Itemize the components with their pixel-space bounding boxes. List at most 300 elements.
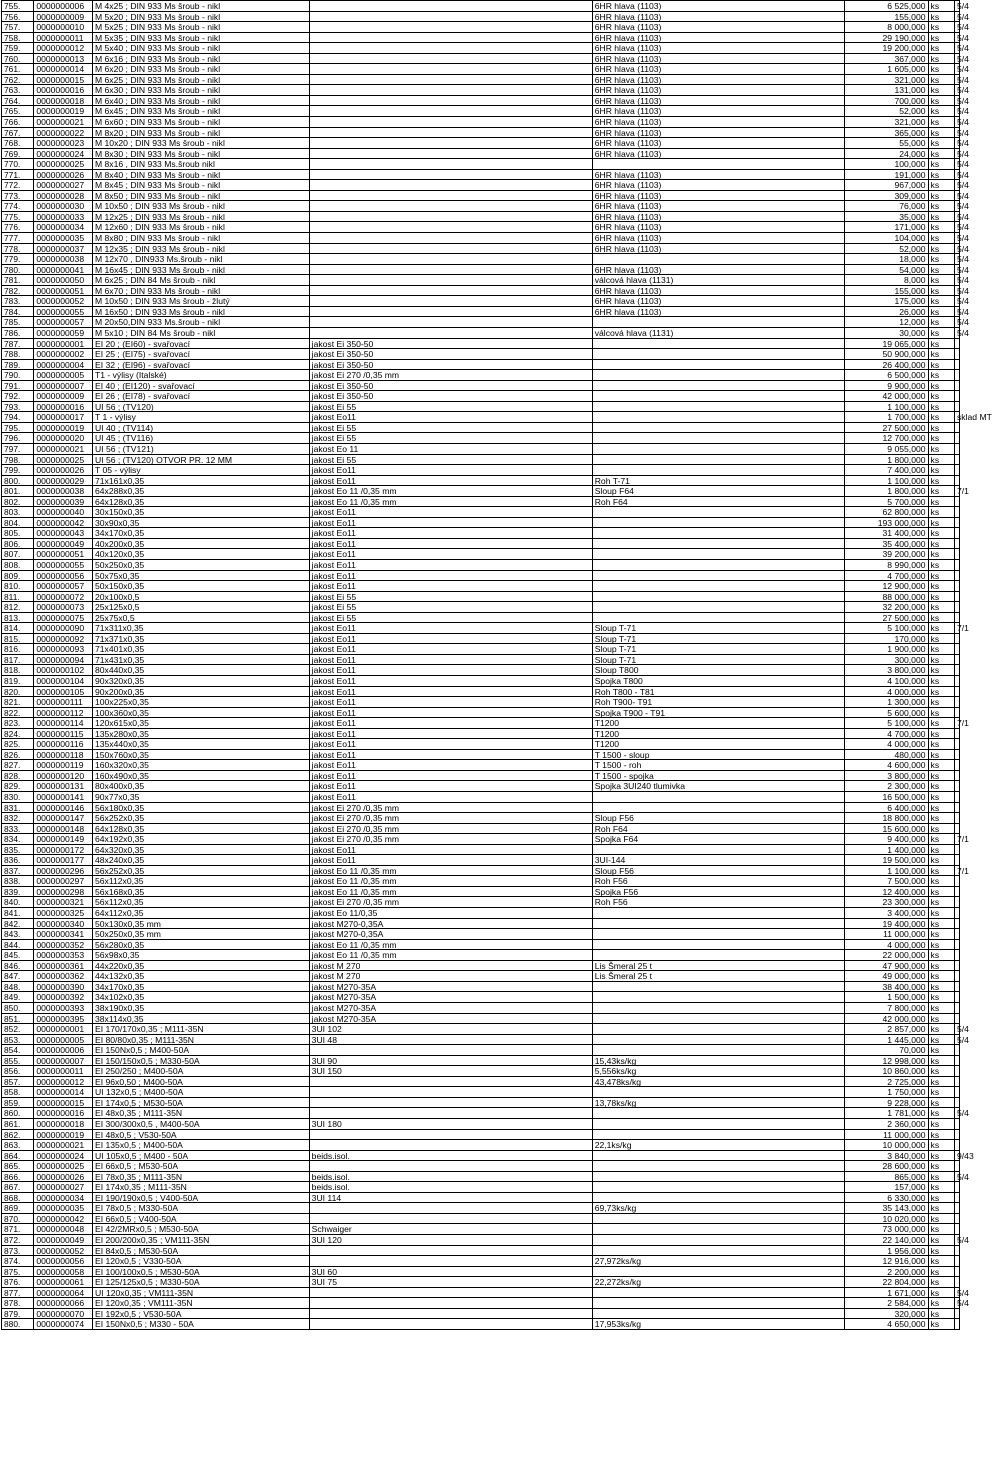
table-row (2, 317, 969, 328)
item-description: 38x190x0,35 (93, 1003, 310, 1013)
item-location (955, 897, 960, 907)
item-quantity: 11 000,000 (845, 929, 929, 939)
row-number: 764. (2, 96, 34, 106)
item-quality: 3UI 150 (310, 1066, 593, 1076)
item-code: 0000000024 (34, 1151, 93, 1161)
item-quality: jakost Eo11 (310, 708, 593, 718)
item-quality: jakost M270-0,35A (310, 919, 593, 929)
item-quantity: 27 500,000 (845, 613, 929, 623)
item-unit: ks (929, 781, 955, 791)
row-number: 848. (2, 982, 34, 992)
item-unit: ks (929, 739, 955, 749)
item-quality: jakost Eo 11 /0,35 mm (310, 950, 593, 960)
table-row (2, 961, 960, 972)
item-code: 0000000002 (34, 349, 93, 359)
item-unit: ks (929, 54, 955, 64)
table-row (2, 739, 960, 750)
table-row (2, 296, 969, 307)
row-number: 820. (2, 687, 34, 697)
row-number: 866. (2, 1172, 34, 1182)
item-note (593, 159, 845, 169)
item-unit: ks (929, 33, 955, 43)
item-quality: jakost M270-35A (310, 1014, 593, 1024)
row-number: 873. (2, 1246, 34, 1256)
table-row (2, 992, 960, 1003)
item-quality: jakost M270-35A (310, 1003, 593, 1013)
row-number: 801. (2, 486, 34, 496)
item-code: 0000000037 (34, 244, 93, 254)
table-row (2, 243, 969, 255)
item-code: 0000000058 (34, 1267, 93, 1277)
item-note: 6HR hlava (1103) (593, 265, 845, 275)
item-code: 0000000042 (34, 518, 93, 528)
table-row (2, 1077, 960, 1088)
item-description: EI 150Nx0,5 ; M330 - 50A (93, 1319, 310, 1329)
table-row (2, 919, 960, 930)
item-note: Spojka T900 - T91 (593, 708, 845, 718)
item-location (955, 729, 960, 739)
item-note: T 1500 - spojka (593, 771, 845, 781)
item-description: 64x192x0,35 (93, 834, 310, 844)
item-quantity: 175,000 (845, 296, 929, 306)
item-unit: ks (929, 1140, 955, 1150)
item-description: M 12x25 ; DIN 933 Ms šroub - nikl (93, 212, 310, 222)
item-location (955, 476, 960, 486)
row-number: 807. (2, 549, 34, 559)
item-code: 0000000146 (34, 803, 93, 813)
row-number: 821. (2, 697, 34, 707)
item-note (593, 549, 845, 559)
row-number: 813. (2, 613, 34, 623)
item-quality: jakost Eo11 (310, 549, 593, 559)
item-location (955, 549, 960, 559)
item-description: 34x170x0,35 (93, 982, 310, 992)
item-note: Sloup F56 (593, 866, 845, 876)
item-quality (310, 1246, 593, 1256)
item-code: 0000000016 (34, 402, 93, 412)
row-number: 798. (2, 455, 34, 465)
item-note (593, 412, 845, 422)
item-code: 0000000341 (34, 929, 93, 939)
item-description: 20x100x0,5 (93, 592, 310, 602)
item-note: 6HR hlava (1103) (593, 22, 845, 32)
table-row (2, 813, 960, 824)
item-quality: jakost Eo11 (310, 465, 593, 475)
row-number: 758. (2, 33, 34, 43)
table-row (2, 644, 960, 655)
item-location (955, 602, 960, 612)
item-note (593, 560, 845, 570)
item-description: M 8x20 ; DIN 933 Ms šroub - nikl (93, 128, 310, 138)
row-number: 850. (2, 1003, 34, 1013)
item-note (593, 929, 845, 939)
item-location (955, 423, 960, 433)
table-row (2, 211, 969, 223)
row-number: 770. (2, 159, 34, 169)
item-location (955, 813, 960, 823)
item-unit: ks (929, 222, 955, 232)
table-row (2, 148, 969, 160)
item-location (955, 560, 960, 570)
row-number: 871. (2, 1224, 34, 1234)
item-description: M 5x40 ; DIN 933 Ms šroub - nikl (93, 43, 310, 53)
item-quantity: 49 000,000 (845, 971, 929, 981)
item-quantity: 42 000,000 (845, 391, 929, 401)
item-quality: jakost Eo11 (310, 750, 593, 760)
row-number: 849. (2, 992, 34, 1002)
row-number: 802. (2, 497, 34, 507)
item-quality (310, 1298, 593, 1308)
item-description: 64x288x0,35 (93, 486, 310, 496)
item-quality: jakost Ei 55 (310, 455, 593, 465)
item-description: 56x252x0,35 (93, 813, 310, 823)
item-quantity: 10 020,000 (845, 1214, 929, 1224)
item-description: M 6x70 ; DIN 933 Ms šroub - nikl (93, 286, 310, 296)
row-number: 814. (2, 623, 34, 633)
item-note: 6HR hlava (1103) (593, 75, 845, 85)
row-number: 822. (2, 708, 34, 718)
item-code: 0000000025 (34, 159, 93, 169)
item-unit: ks (929, 961, 955, 971)
row-number: 760. (2, 54, 34, 64)
item-code: 0000000072 (34, 592, 93, 602)
item-location (955, 402, 960, 412)
item-description: UI 56 ; (TV121) (93, 444, 310, 454)
item-quality (310, 222, 593, 232)
table-row (2, 306, 969, 318)
item-quantity: 22 140,000 (845, 1235, 929, 1245)
row-number: 845. (2, 950, 34, 960)
item-quantity: 11 000,000 (845, 1130, 929, 1140)
item-quality (310, 159, 593, 169)
item-description: EI 32 ; (EI96) - svařovací (93, 360, 310, 370)
item-unit: ks (929, 919, 955, 929)
item-quantity: 193 000,000 (845, 518, 929, 528)
item-quality: jakost Eo11 (310, 687, 593, 697)
item-note (593, 507, 845, 517)
item-quality (310, 307, 593, 317)
item-code: 0000000027 (34, 1182, 93, 1192)
item-description: UI 45 ; (TV116) (93, 433, 310, 443)
item-note (593, 592, 845, 602)
row-number: 774. (2, 201, 34, 211)
item-quantity: 24,000 (845, 149, 929, 159)
table-row (2, 1045, 960, 1056)
item-description: 56x168x0,35 (93, 887, 310, 897)
item-note (593, 381, 845, 391)
item-description: 71x431x0,35 (93, 655, 310, 665)
item-code: 0000000064 (34, 1288, 93, 1298)
item-location (955, 370, 960, 380)
item-quantity: 6 525,000 (845, 1, 929, 11)
item-unit: ks (929, 170, 955, 180)
item-unit: ks (929, 402, 955, 412)
item-location: 5/4 (957, 22, 969, 33)
item-quantity: 12,000 (845, 317, 929, 327)
table-row (2, 1214, 960, 1225)
row-number: 867. (2, 1182, 34, 1192)
item-note (593, 349, 845, 359)
item-unit: ks (929, 497, 955, 507)
item-quality (310, 286, 593, 296)
table-row (2, 11, 969, 23)
item-description: M 6x45 ; DIN 933 Ms šroub - nikl (93, 106, 310, 116)
item-quality (310, 1087, 593, 1097)
item-quantity: 4 100,000 (845, 676, 929, 686)
item-note (593, 360, 845, 370)
row-number: 791. (2, 381, 34, 391)
item-quantity: 19 200,000 (845, 43, 929, 53)
table-row (2, 507, 960, 518)
item-description: EI 125/125x0,5 ; M330-50A (93, 1277, 310, 1287)
row-number: 778. (2, 244, 34, 254)
row-number: 841. (2, 908, 34, 918)
item-quality: jakost Eo11 (310, 412, 593, 422)
item-note: 6HR hlava (1103) (593, 180, 845, 190)
item-description: 80x400x0,35 (93, 781, 310, 791)
row-number: 808. (2, 560, 34, 570)
item-quality (310, 33, 593, 43)
item-unit: ks (929, 1214, 955, 1224)
item-note: 15,43ks/kg (593, 1056, 845, 1066)
item-quality: jakost Eo11 (310, 518, 593, 528)
item-description: T 1 - výlisy (93, 412, 310, 422)
item-quality (310, 1319, 593, 1329)
item-quantity: 2 584,000 (845, 1298, 929, 1308)
item-note (593, 792, 845, 802)
item-description: M 8x16 , DIN 933 Ms.šroub nikl (93, 159, 310, 169)
item-code: 0000000055 (34, 307, 93, 317)
item-location (955, 908, 960, 918)
row-number: 861. (2, 1119, 34, 1129)
item-location (955, 845, 960, 855)
item-note: Sloup T800 (593, 665, 845, 675)
item-note: 6HR hlava (1103) (593, 233, 845, 243)
item-description: 100x360x0,35 (93, 708, 310, 718)
item-unit: ks (929, 1203, 955, 1213)
item-description: T 05 - výlisy (93, 465, 310, 475)
item-location (955, 855, 960, 865)
item-quality: jakost Ei 55 (310, 402, 593, 412)
item-code: 0000000005 (34, 1035, 93, 1045)
inventory-sheet (1, 0, 992, 1330)
item-code: 0000000392 (34, 992, 93, 1002)
item-unit: ks (929, 465, 955, 475)
item-note: válcová hlava (1131) (593, 328, 845, 338)
item-note (593, 254, 845, 264)
table-row (2, 138, 969, 149)
item-quantity: 6 400,000 (845, 803, 929, 813)
item-note: Roh T-71 (593, 476, 845, 486)
item-unit: ks (929, 265, 955, 275)
item-quantity: 2 360,000 (845, 1119, 929, 1129)
item-quantity: 23 300,000 (845, 897, 929, 907)
item-quantity: 2 725,000 (845, 1077, 929, 1087)
item-description: M 8x80 ; DIN 933 Ms šroub - nikl (93, 233, 310, 243)
item-note (593, 1119, 845, 1129)
item-note (593, 919, 845, 929)
item-note (593, 1130, 845, 1140)
table-row (2, 1108, 969, 1119)
item-unit: ks (929, 1224, 955, 1234)
item-quantity: 1 300,000 (845, 697, 929, 707)
item-note: Spojka 3UI240 tlumivka (593, 781, 845, 791)
item-location: 5/4 (957, 1108, 969, 1119)
table-row (2, 971, 960, 982)
item-description: M 12x70 , DIN933 Ms.šroub - nikl (93, 254, 310, 264)
table-row (2, 771, 960, 782)
item-quantity: 3 400,000 (845, 908, 929, 918)
item-location (955, 1003, 960, 1013)
item-quality (310, 201, 593, 211)
item-location (955, 1077, 960, 1087)
item-quality (310, 106, 593, 116)
table-row (2, 1267, 960, 1278)
item-location: 5/4 (957, 243, 969, 254)
item-location (955, 708, 960, 718)
item-quantity: 42 000,000 (845, 1014, 929, 1024)
item-location (955, 507, 960, 517)
item-unit: ks (929, 423, 955, 433)
item-quantity: 35 143,000 (845, 1203, 929, 1213)
item-note (593, 391, 845, 401)
item-unit: ks (929, 560, 955, 570)
item-description: M 5x20 ; DIN 933 Ms šroub - nikl (93, 12, 310, 22)
item-unit: ks (929, 296, 955, 306)
item-code: 0000000017 (34, 412, 93, 422)
row-number: 817. (2, 655, 34, 665)
item-unit: ks (929, 212, 955, 222)
item-quality (310, 1309, 593, 1319)
item-quantity: 12 998,000 (845, 1056, 929, 1066)
item-location (955, 750, 960, 760)
table-row (2, 53, 969, 65)
item-quality: jakost Ei 270 /0,35 mm (310, 824, 593, 834)
item-location: 5/4 (957, 11, 969, 22)
item-description: M 6x40 ; DIN 933 Ms šroub - nikl (93, 96, 310, 106)
item-quality: jakost Ei 55 (310, 423, 593, 433)
item-unit: ks (929, 592, 955, 602)
item-unit: ks (929, 950, 955, 960)
item-quality (310, 12, 593, 22)
table-row (2, 1193, 960, 1204)
item-unit: ks (929, 813, 955, 823)
item-note: Sloup F56 (593, 813, 845, 823)
item-quantity: 8,000 (845, 275, 929, 285)
table-row (2, 602, 960, 613)
table-row (2, 254, 969, 265)
item-description: 56x280x0,35 (93, 940, 310, 950)
item-description: EI 66x0,5 ; V400-50A (93, 1214, 310, 1224)
table-row (2, 360, 960, 371)
item-code: 0000000114 (34, 718, 93, 728)
item-note: T1200 (593, 739, 845, 749)
item-note: 6HR hlava (1103) (593, 222, 845, 232)
table-row (2, 117, 969, 128)
item-quantity: 19 065,000 (845, 339, 929, 349)
table-row (2, 74, 969, 86)
item-unit: ks (929, 1267, 955, 1277)
item-unit: ks (929, 549, 955, 559)
item-description: EI 150Nx0,5 ; M400-50A (93, 1045, 310, 1055)
item-quantity: 10 000,000 (845, 1140, 929, 1150)
item-quantity: 5 100,000 (845, 623, 929, 633)
item-description: M 6x20 ; DIN 933 Ms šroub - nikl (93, 64, 310, 74)
item-description: 48x240x0,35 (93, 855, 310, 865)
item-location: 5/4 (957, 64, 969, 75)
item-location (955, 992, 960, 1002)
item-location (955, 1014, 960, 1024)
item-description: 50x75x0,35 (93, 571, 310, 581)
item-unit: ks (929, 476, 955, 486)
item-description: EI 78x0,35 ; M111-35N (93, 1172, 310, 1182)
item-description: M 12x35 ; DIN 933 Ms šroub - nikl (93, 244, 310, 254)
item-quantity: 367,000 (845, 54, 929, 64)
item-location: 5/4 (957, 317, 969, 328)
row-number: 855. (2, 1056, 34, 1066)
item-note: 17,953ks/kg (593, 1319, 845, 1329)
item-location (955, 919, 960, 929)
item-code: 0000000019 (34, 423, 93, 433)
item-description: M 10x50 ; DIN 933 Ms šroub - nikl (93, 201, 310, 211)
item-description: 40x200x0,35 (93, 539, 310, 549)
item-quantity: 2 200,000 (845, 1267, 929, 1277)
item-code: 0000000149 (34, 834, 93, 844)
table-row (2, 697, 960, 708)
item-quantity: 22 804,000 (845, 1277, 929, 1287)
item-code: 0000000061 (34, 1277, 93, 1287)
item-location: 5/4 (957, 117, 969, 128)
item-unit: ks (929, 687, 955, 697)
item-description: 30x150x0,35 (93, 507, 310, 517)
item-location (955, 971, 960, 981)
item-quantity: 1 100,000 (845, 476, 929, 486)
item-quality: beids.isol. (310, 1172, 593, 1182)
item-unit: ks (929, 275, 955, 285)
item-quantity: 1 500,000 (845, 992, 929, 1002)
item-quantity: 4 000,000 (845, 687, 929, 697)
item-quantity: 5 100,000 (845, 718, 929, 728)
row-number: 838. (2, 876, 34, 886)
item-unit: ks (929, 760, 955, 770)
item-quality: 3UI 48 (310, 1035, 593, 1045)
item-quality (310, 54, 593, 64)
table-row (2, 1119, 960, 1130)
item-quantity: 1 400,000 (845, 845, 929, 855)
item-note: 6HR hlava (1103) (593, 1, 845, 11)
item-code: 0000000049 (34, 1235, 93, 1245)
row-number: 786. (2, 328, 34, 338)
table-row (2, 687, 960, 698)
item-note (593, 1108, 845, 1118)
item-quality: jakost Eo 11 /0,35 mm (310, 497, 593, 507)
item-quality (310, 138, 593, 148)
item-quantity: 8 000,000 (845, 22, 929, 32)
row-number: 835. (2, 845, 34, 855)
item-code: 0000000048 (34, 1224, 93, 1234)
item-note (593, 518, 845, 528)
item-quality: jakost Ei 270 /0,35 mm (310, 813, 593, 823)
item-unit: ks (929, 317, 955, 327)
item-code: 0000000040 (34, 507, 93, 517)
row-number: 840. (2, 897, 34, 907)
item-unit: ks (929, 803, 955, 813)
item-quantity: 170,000 (845, 634, 929, 644)
item-unit: ks (929, 1172, 955, 1182)
table-row (2, 1066, 960, 1077)
item-quantity: 4 600,000 (845, 760, 929, 770)
item-quality: jakost Eo11 (310, 771, 593, 781)
